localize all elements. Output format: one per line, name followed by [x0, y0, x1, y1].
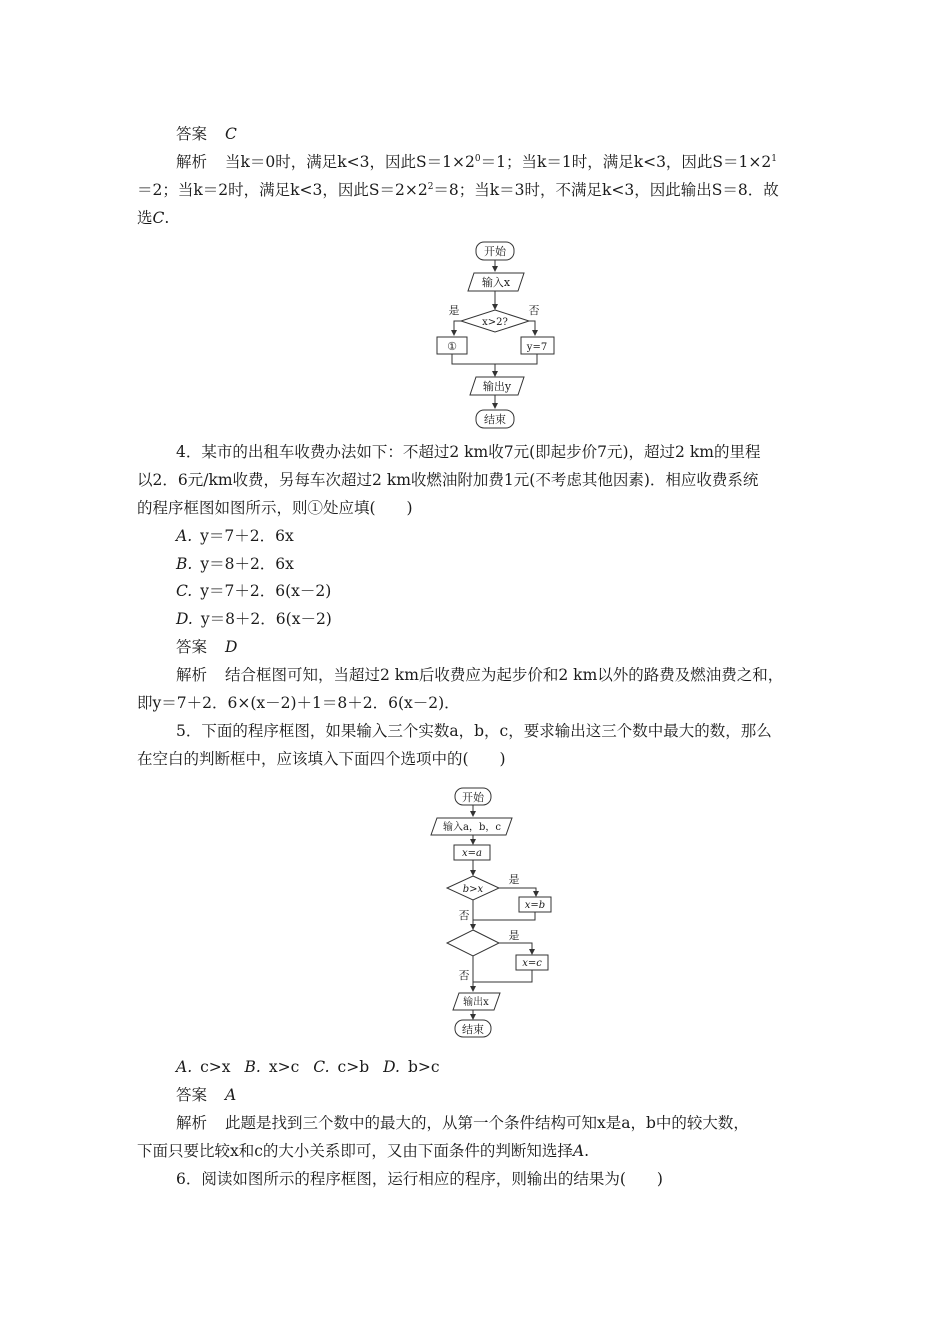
input-label: 输入a，b，c [443, 822, 501, 833]
analysis-line-3b [137, 180, 779, 200]
analysis-line-4b: 即y＝7＋2．6×(x－2)＋1＝8＋2．6(x－2)． [137, 694, 460, 712]
option-letter: B. [244, 1058, 261, 1076]
analysis-label: 解析 [176, 666, 208, 684]
analysis-text: ＝8；当k＝3时，不满足k<3，因此输出S＝8．故 [433, 181, 779, 199]
option-text: y＝7＋2．6x [200, 527, 294, 545]
option-c [176, 581, 331, 601]
analysis-label: 解析 [176, 1114, 208, 1132]
no-label: 否 [528, 304, 540, 317]
option-a [176, 526, 294, 546]
option-text: c>b [337, 1058, 370, 1076]
output-label: 输出x [463, 997, 489, 1008]
analysis-text: 当k＝0时，满足k<3，因此S＝1×2 [225, 153, 475, 171]
answer-value: C [225, 125, 237, 143]
analysis-text: 此题是找到三个数中的最大的，从第一个条件结构可知x是a，b中的较大数， [225, 1114, 749, 1132]
question-4-line-1: 4．某市的出租车收费办法如下：不超过2 km收7元(即起步价7元)，超过2 km的里程 [176, 443, 761, 461]
analysis-text: 选 [137, 209, 153, 227]
process-y7-label: y=7 [526, 342, 548, 353]
input-label: 输入x [481, 276, 511, 289]
answer-line-4 [176, 637, 237, 657]
yes-label-1: 是 [508, 873, 520, 886]
analysis-text: 结合框图可知，当超过2 km后收费应为起步价和2 km以外的路费及燃油费之和， [225, 666, 784, 684]
start-label: 开始 [462, 791, 484, 804]
question-4-line-2: 以2．6元/km收费，另每车次超过2 km收燃油附加费1元(不考虑其他因素)．相应收费系统 [137, 471, 759, 489]
answer-label: 答案 [176, 125, 208, 143]
output-label: 输出y [482, 380, 512, 393]
option-letter: A. [176, 527, 193, 545]
decision-diamond-2-blank [447, 930, 499, 956]
analysis-text: ＝1；当k＝1时，满足k<3，因此S＝1×2 [480, 153, 772, 171]
option-text: y＝7＋2．6(x－2) [200, 582, 332, 600]
assign-label: x=a [462, 848, 482, 859]
analysis-text: ＝2；当k＝2时，满足k<3，因此S＝2×2 [137, 181, 428, 199]
superscript: 2 [427, 182, 434, 192]
option-letter: D. [176, 610, 193, 628]
analysis-line-3a [176, 152, 777, 172]
analysis-line-3c [137, 208, 169, 228]
option-letter: C. [313, 1058, 330, 1076]
no-label-1: 否 [458, 909, 470, 922]
end-label: 结束 [484, 413, 506, 426]
option-letter: C. [176, 582, 193, 600]
start-label: 开始 [484, 245, 506, 258]
question-6-line-1: 6．阅读如图所示的程序框图，运行相应的程序，则输出的结果为( ) [176, 1170, 663, 1188]
option-d [176, 609, 332, 629]
flowchart-max [420, 783, 570, 1043]
option-text: b>c [407, 1058, 440, 1076]
option-text: x>c [268, 1058, 300, 1076]
option-letter: B. [176, 555, 193, 573]
question-5-options [176, 1057, 440, 1077]
answer-line-3 [176, 124, 237, 144]
analysis-text: . [164, 209, 170, 227]
answer-value: D [225, 638, 238, 656]
superscript: 0 [474, 154, 481, 164]
end-label: 结束 [462, 1023, 484, 1036]
option-letter: A. [176, 1058, 193, 1076]
process-xb-label: x=b [524, 900, 546, 911]
option-b [176, 554, 294, 574]
question-5-line-2: 在空白的判断框中，应该填入下面四个选项中的( ) [137, 750, 506, 768]
answer-value: A [225, 1086, 237, 1104]
decision-label: x>2? [482, 317, 508, 328]
analysis-line-5a [176, 1113, 749, 1133]
question-4-line-3: 的程序框图如图所示，则①处应填( ) [137, 499, 413, 517]
analysis-label: 解析 [176, 153, 208, 171]
answer-line-5 [176, 1085, 236, 1105]
yes-label: 是 [448, 304, 460, 317]
yes-label-2: 是 [508, 929, 520, 942]
analysis-choice: C [152, 209, 165, 227]
superscript: 1 [771, 154, 777, 164]
analysis-line-5b [137, 1141, 589, 1161]
process-xc-label: x=c [522, 958, 542, 969]
option-letter: D. [383, 1058, 400, 1076]
question-5-line-1: 5．下面的程序框图，如果输入三个实数a，b，c，要求输出这三个数中最大的数，那么 [176, 722, 772, 740]
analysis-choice: A [572, 1142, 585, 1160]
analysis-text: . [584, 1142, 590, 1160]
flowchart-taxi [420, 238, 600, 433]
option-text: y＝8＋2．6(x－2) [200, 610, 332, 628]
answer-label: 答案 [176, 638, 208, 656]
option-text: y＝8＋2．6x [200, 555, 294, 573]
decision-1-label: b>x [462, 884, 484, 895]
no-label-2: 否 [458, 969, 470, 982]
option-text: c>x [200, 1058, 231, 1076]
analysis-line-4a [176, 665, 783, 685]
process-blank-label: ① [447, 340, 457, 353]
analysis-text: 下面只要比较x和c的大小关系即可，又由下面条件的判断知选择 [137, 1142, 573, 1160]
answer-label: 答案 [176, 1086, 208, 1104]
